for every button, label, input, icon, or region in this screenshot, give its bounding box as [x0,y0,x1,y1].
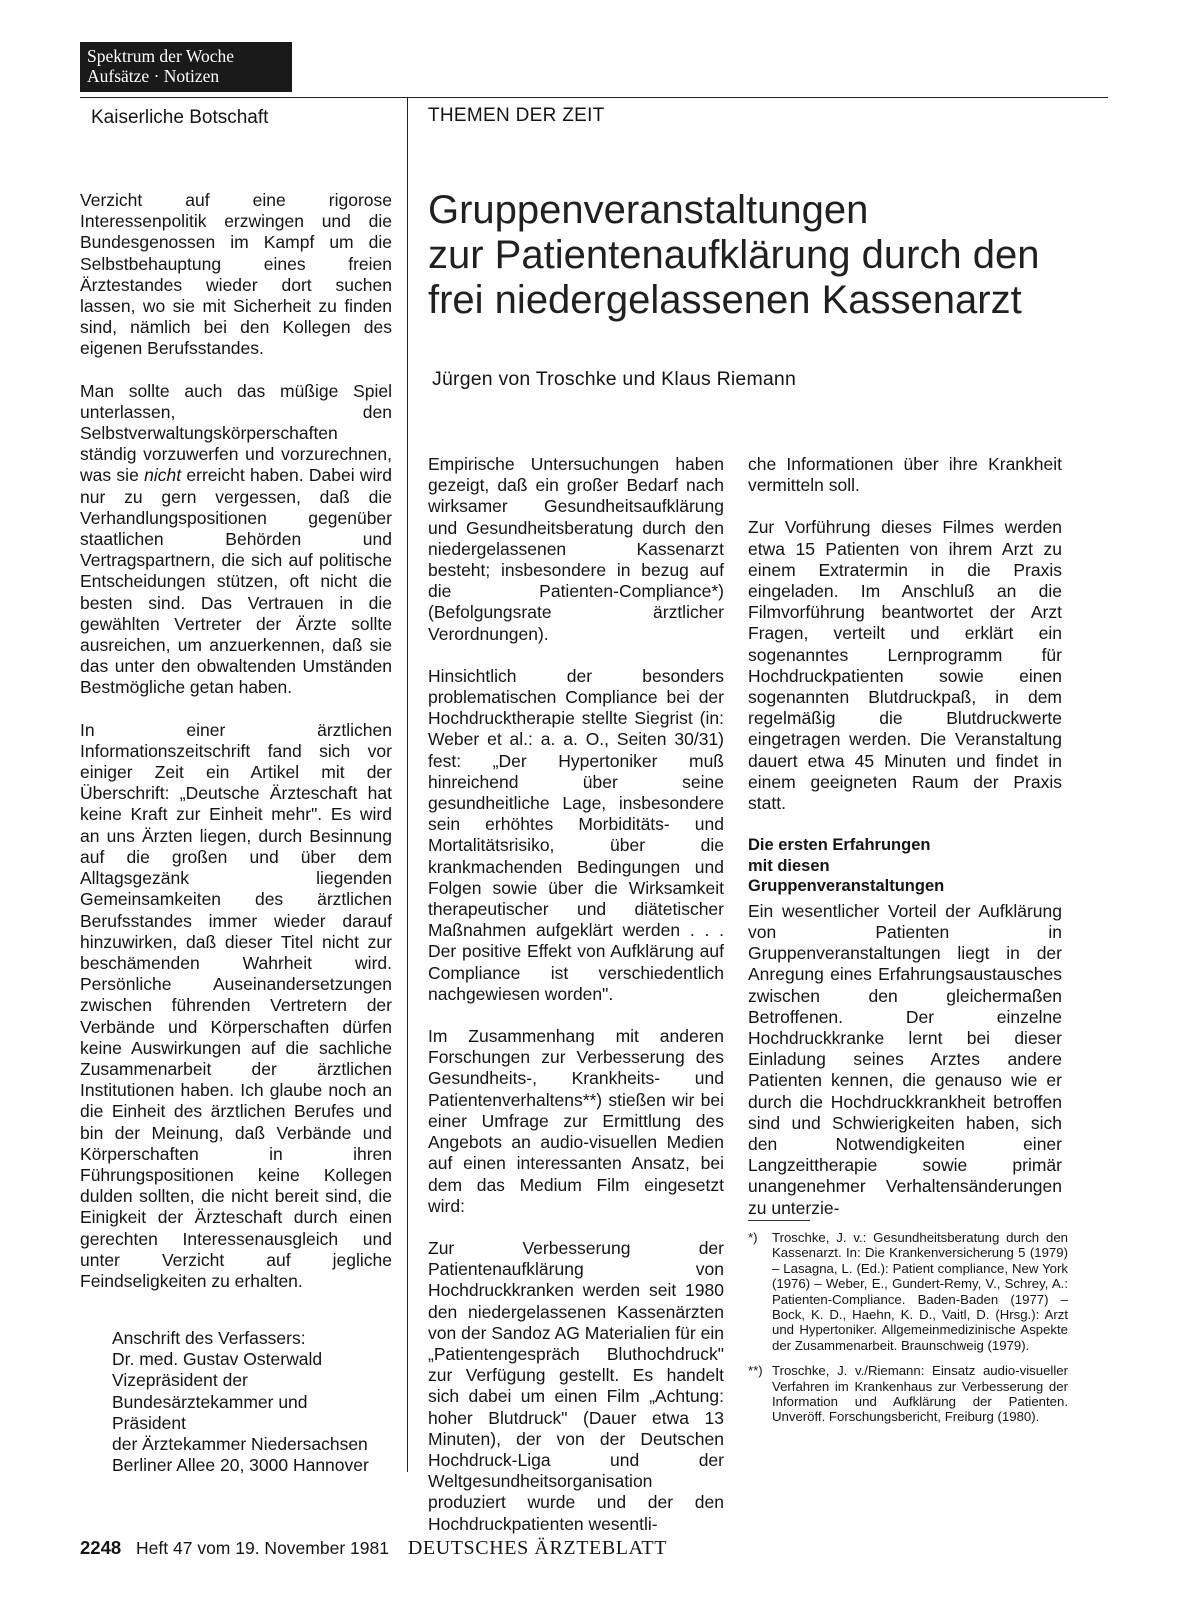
journal-name: DEUTSCHES ÄRZTEBLATT [407,1537,668,1559]
address-line: Präsident [112,1412,186,1433]
paragraph: Hinsichtlich der besonders problematischen Compliance bei der Hochdrucktherapie stellte Siegrist (in: Weber et al.: a. a. O., Seiten 30/31) fest: „Der Hypertoniker muß hinreichend über seine gesundheitliche Lage, insbesondere sein erhöhtes Morbiditäts- und Mortalitätsrisiko, über die krankmachenden Bedingungen und Folgen sowie über die Wirksamkeit therapeutischer und diätetischer Maßnahmen aufgeklärt werden . . . Der positive Effekt von Aufklärung auf Compliance ist verschiedentlich nachgewiesen worden". [428,665,724,1004]
footnote-mark: **) [748,1363,763,1379]
paragraph [80,381,392,699]
footnote-text: Troschke, J. v./Riemann: Einsatz audio-visueller Verfahren im Krankenhaus zur Verbesserung der Information und Aufklärung der Patienten. Unveröff. Forschungsbericht, Freiburg (1980). [772,1363,1068,1425]
section-badge [80,42,292,92]
footnotes [748,1230,1068,1435]
paragraph: Empirische Untersuchungen haben gezeigt, daß ein großer Bedarf nach wirksamer Gesundheitsaufklärung und Gesundheitsberatung durch den niedergelassenen Kassenarzt besteht; insbesondere in bezug auf die Patienten-Compliance*) (Befolgungsrate ärztlicher Verordnungen). [428,454,724,644]
left-column [80,190,392,1313]
footnote-mark: *) [748,1230,758,1245]
footnote-rule [748,1220,810,1221]
paragraph-text: erreicht haben. Dabei wird nur zu gern vergessen, daß die Verhandlungspositionen gegenüber staatlichen Behörden und Vertragspartnern, die sich auf politische Entscheidungen stützen, oft nicht die besten sind. Das Vertrauen in die gewählten Vertreter der Ärzte sollte ausreichen, um anzuerkennen, daß sie das unter den obwaltenden Umständen Bestmögliche getan haben. [80,465,392,698]
paragraph: Ein wesentlicher Vorteil der Aufklärung von Patienten in Gruppenveranstaltungen liegt in der Anregung eines Erfahrungsaustausches zwischen den gleichermaßen Betroffenen. Der einzelne Hochdruckkranke lernt bei dieser Einladung seines Arztes andere Patienten kennen, die genauso wie er durch die Hochdruckkrankheit betroffen sind und Schwierigkeiten haben, sich den Notwendigkeiten einer Langzeittherapie sowie primär unangenehmer Verhaltensänderungen zu unterzie- [748,900,1062,1218]
paragraph-text: Man sollte auch das müßige Spiel unterlassen, den Selbstverwaltungskörperschaften ständig vorzuwerfen und vorzurechnen, was sie [80,380,392,486]
section-label-right: THEMEN DER ZEIT [428,105,605,126]
footnote [748,1230,1068,1353]
article-title [428,188,1108,323]
badge-line-1: Spektrum der Woche [87,46,234,66]
top-rule [80,97,1108,98]
right-column [748,454,1062,1240]
subheading-line: mit diesen [748,856,830,875]
address-line: der Ärztekammer Niedersachsen [112,1434,368,1455]
badge-line-2: Aufsätze · Notizen [87,66,220,86]
emphasis: nicht [144,465,182,486]
footnote [748,1363,1068,1425]
address-name: Dr. med. Gustav Osterwald [112,1349,323,1370]
page-footer [80,1537,667,1560]
subheading-line: Gruppenveranstaltungen [748,877,945,896]
address-line: Bundesärztekammer und [112,1391,308,1412]
article-authors: Jürgen von Troschke und Klaus Riemann [432,368,797,390]
address-line: Berliner Allee 20, 3000 Hannover [112,1455,369,1476]
paragraph: Zur Verbesserung der Patientenaufklärung von Hochdruckkranken werden seit 1980 den niedergelassenen Kassenärzten von der Sandoz AG Materialien für ein „Patientengespräch Bluthochdruck" zur Verfügung gestellt. Es handelt sich dabei um einen Film „Achtung: hoher Blutdruck" (Dauer etwa 13 Minuten), der von der Deutschen Hochdruck-Liga und der Weltgesundheitsorganisation produziert wurde und der den Hochdruckpatienten wesentli- [428,1237,724,1534]
subheading-line: Die ersten Erfahrungen [748,836,931,855]
column-divider [407,97,408,1472]
page-number: 2248 [80,1537,122,1558]
section-label-left: Kaiserliche Botschaft [91,107,269,128]
title-line: zur Patientenaufklärung durch den [428,233,1040,277]
paragraph: che Informationen über ihre Krankheit vermitteln soll. [748,454,1062,496]
title-line: Gruppenveranstaltungen [428,188,869,232]
paragraph: In einer ärztlichen Informationszeitschrift fand sich vor einiger Zeit ein Artikel mit der Überschrift: „Deutsche Ärzteschaft hat keine Kraft zur Einheit mehr". Es wird an uns Ärzten liegen, durch Besinnung auf die großen und über dem Alltagsgezänk liegenden Gemeinsamkeiten des ärztlichen Berufsstandes immer wieder darauf hinzuwirken, daß dieser Titel nicht zur beschämenden Wahrheit wird. Persönliche Auseinandersetzungen zwischen führenden Vertretern der Verbände und Körperschaften dürfen keine Auswirkungen auf die sachliche Zusammenarbeit der ärztlichen Institutionen haben. Ich glaube noch an die Einheit des ärztlichen Berufes und bin der Meinung, daß Verbände und Körperschaften in ihren Führungspositionen keine Kollegen dulden sollten, die nicht bereit sind, die Einigkeit der Ärzteschaft durch einen gerechten Interessenausgleich und unter Verzicht auf jegliche Feindseligkeiten zu erhalten. [80,719,392,1291]
address-label: Anschrift des Verfassers: [112,1328,306,1348]
paragraph: Im Zusammenhang mit anderen Forschungen zur Verbesserung des Gesundheits-, Krankheits- und Patientenverhaltens**) stießen wir bei einer Umfrage zur Ermittlung des Angebots an audio-visuellen Medien auf einen interessanten Ansatz, bei dem das Medium Film eingesetzt wird: [428,1026,724,1216]
paragraph: Verzicht auf eine rigorose Interessenpolitik erzwingen und die Bundesgenossen im Kampf um die Selbstbehauptung eines freien Ärztestandes wieder dort suchen lassen, wo sie mit Sicherheit zu finden sind, nämlich bei den Kollegen des eigenen Berufsstandes. [80,190,392,359]
issue-info: Heft 47 vom 19. November 1981 [136,1538,389,1558]
footnote-text: Troschke, J. v.: Gesundheitsberatung durch den Kassenarzt. In: Die Krankenversicherung 5 (1979) – Lasagna, L. (Ed.): Patient compliance, New York (1976) – Weber, E., Gundert-Remy, V., Schrey, A.: Patienten-Compliance. Baden-Baden (1977) – Bock, K. D., Haehn, K. D., Vaitl, D. (Hrsg.): Arzt und Hypertoniker. Allgemeinmedizinische Aspekte der Zusammenarbeit. Braunschweig (1979). [772,1230,1068,1353]
paragraph: Zur Vorführung dieses Filmes werden etwa 15 Patienten von ihrem Arzt zu einem Extratermin in die Praxis eingeladen. Im Anschluß an die Filmvorführung beantwortet der Arzt Fragen, verteilt und erklärt ein sogenanntes Lernprogramm für Hochdruckpatienten sowie einen sogenannten Blutdruckpaß, in dem regelmäßig die Blutdruckwerte eingetragen werden. Die Veranstaltung dauert etwa 45 Minuten und findet in einem geeigneten Raum der Praxis statt. [748,517,1062,814]
address-line: Vizepräsident der [112,1370,248,1391]
author-address [112,1328,402,1476]
middle-column [428,454,724,1556]
title-line: frei niedergelassenen Kassenarzt [428,278,1022,322]
subheading [748,835,1062,897]
